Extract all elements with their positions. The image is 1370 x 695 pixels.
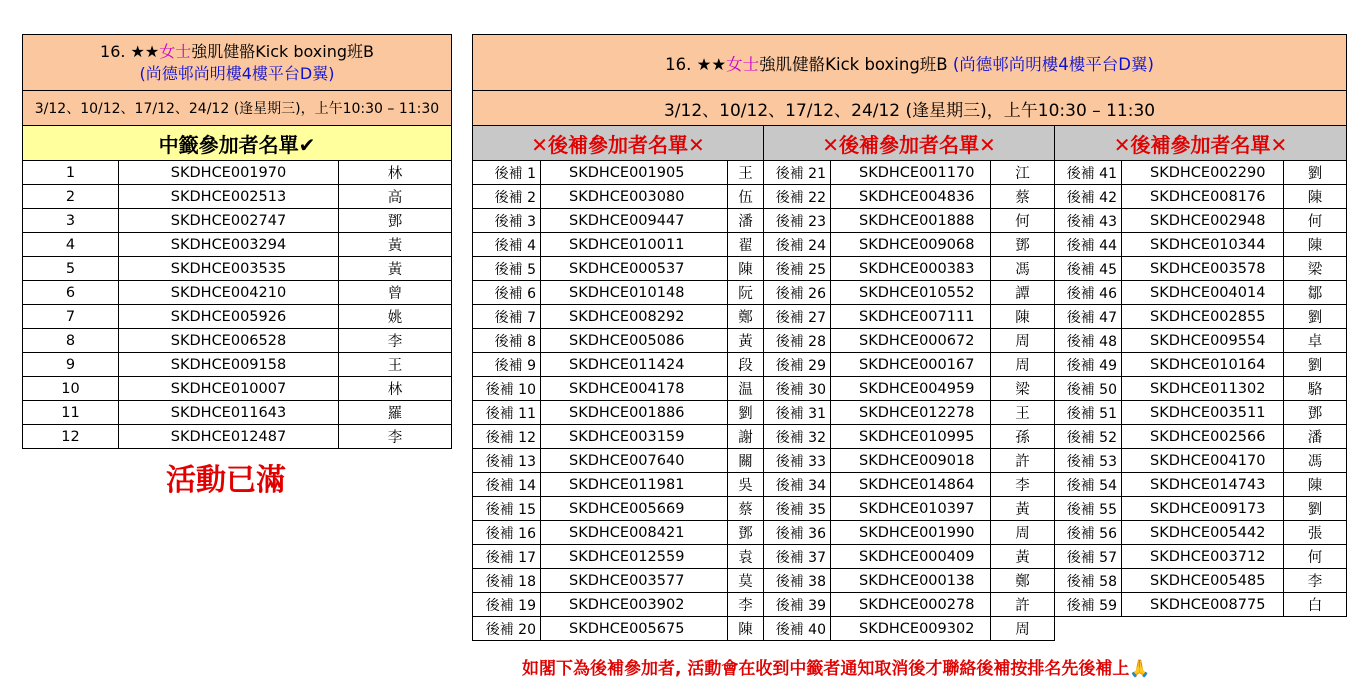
winner-surname: 曾 [339,281,452,305]
waitlist-rank: 後補 10 [473,377,541,401]
waitlist-surname: 劉 [1284,497,1347,521]
waitlist-surname: 鄧 [1284,401,1347,425]
table-row [473,569,1347,593]
waitlist-code: SKDHCE007640 [541,449,728,473]
waitlist-code: SKDHCE008292 [541,305,728,329]
winner-number: 9 [23,353,119,377]
waitlist-code: SKDHCE005485 [1122,569,1284,593]
waitlist-surname: 莫 [728,569,764,593]
winner-number: 5 [23,257,119,281]
waitlist-code: SKDHCE010397 [831,497,991,521]
waitlist-code: SKDHCE004014 [1122,281,1284,305]
waitlist-surname: 黃 [991,545,1055,569]
table-row [23,281,452,305]
waitlist-rank: 後補 3 [473,209,541,233]
waitlist-code: SKDHCE010552 [831,281,991,305]
winner-code: SKDHCE012487 [119,425,339,449]
winner-code: SKDHCE009158 [119,353,339,377]
table-row [473,257,1347,281]
waitlist-code: SKDHCE001888 [831,209,991,233]
waitlist-code: SKDHCE002948 [1122,209,1284,233]
waitlist-code: SKDHCE010148 [541,281,728,305]
waitlist-surname: 翟 [728,233,764,257]
table-row [473,329,1347,353]
waitlist-rank: 後補 32 [764,425,831,449]
winner-number: 2 [23,185,119,209]
waitlist-code: SKDHCE000409 [831,545,991,569]
waitlist-rank: 後補 7 [473,305,541,329]
waitlist-code: SKDHCE009302 [831,617,991,641]
class-title-women: 女士 [159,41,192,61]
waitlist-rank: 後補 24 [764,233,831,257]
waitlist-code: SKDHCE000138 [831,569,991,593]
winner-surname: 林 [339,377,452,401]
winner-number: 12 [23,425,119,449]
waitlist-surname: 蔡 [728,497,764,521]
waitlist-rank: 後補 41 [1055,161,1122,185]
winner-number: 10 [23,377,119,401]
table-row [23,257,452,281]
waitlist-surname: 潘 [1284,425,1347,449]
class-title-women: 女士 [726,54,760,74]
table-row [473,545,1347,569]
waitlist-surname: 卓 [1284,329,1347,353]
waitlist-rank: 後補 19 [473,593,541,617]
waitlist-code: SKDHCE014864 [831,473,991,497]
waitlist-surname: 陳 [728,617,764,641]
class-title-prefix: 16. ★★ [665,54,727,74]
dates-text: 3/12、10/12、17/12、24/12 (逢星期三)，上午10:30 – 11:30 [23,91,452,126]
waitlist-surname: 駱 [1284,377,1347,401]
waitlist-surname: 鄭 [728,305,764,329]
waitlist-surname: 何 [991,209,1055,233]
waitlist-rank: 後補 46 [1055,281,1122,305]
venue-text: (尚德邨尚明樓4樓平台D翼) [139,63,335,83]
waitlist-surname: 何 [1284,545,1347,569]
waitlist-surname: 王 [991,401,1055,425]
waitlist-rank: 後補 48 [1055,329,1122,353]
waitlist-code: SKDHCE005675 [541,617,728,641]
table-row [473,209,1347,233]
waitlist-rank: 後補 9 [473,353,541,377]
table-row [23,401,452,425]
table-row [473,281,1347,305]
event-full-notice: 活動已滿 [166,463,286,498]
waitlist-code: SKDHCE001170 [831,161,991,185]
waitlist-surname: 劉 [1284,161,1347,185]
waitlist-surname: 江 [991,161,1055,185]
waitlist-surname: 吳 [728,473,764,497]
waitlist-rank: 後補 38 [764,569,831,593]
waitlist-rank: 後補 25 [764,257,831,281]
winner-code: SKDHCE001970 [119,161,339,185]
waitlist-rank: 後補 26 [764,281,831,305]
waitlist-surname: 陳 [728,257,764,281]
waitlist-code: SKDHCE003578 [1122,257,1284,281]
waitlist-surname: 關 [728,449,764,473]
table-row [473,185,1347,209]
class-title-rest: 強肌健骼Kick boxing班B [191,41,374,61]
waitlist-surname: 謝 [728,425,764,449]
waitlist-surname: 何 [1284,209,1347,233]
table-row [473,401,1347,425]
dates-text-right: 3/12、10/12、17/12、24/12 (逢星期三)，上午10:30 – 11:30 [473,91,1347,126]
waitlist-code: SKDHCE001990 [831,521,991,545]
waitlist-rank: 後補 17 [473,545,541,569]
waitlist-rank: 後補 44 [1055,233,1122,257]
winner-number: 11 [23,401,119,425]
waitlist-code: SKDHCE005086 [541,329,728,353]
waitlist-surname: 譚 [991,281,1055,305]
table-row [23,377,452,401]
waitlist-code: SKDHCE005669 [541,497,728,521]
winner-surname: 黃 [339,233,452,257]
waitlist-rank: 後補 2 [473,185,541,209]
table-row [473,377,1347,401]
class-title-prefix: 16. ★★ [100,41,160,61]
waitlist-code: SKDHCE001886 [541,401,728,425]
winner-code: SKDHCE010007 [119,377,339,401]
waitlist-footer-note: 如閣下為後補參加者, 活動會在收到中籤者通知取消後才聯絡後補按排名先後補上🙏 [522,659,1151,679]
winner-surname: 高 [339,185,452,209]
winner-code: SKDHCE002747 [119,209,339,233]
waitlist-code: SKDHCE005442 [1122,521,1284,545]
waitlist-code: SKDHCE014743 [1122,473,1284,497]
waitlist-code: SKDHCE004178 [541,377,728,401]
winner-number: 7 [23,305,119,329]
waitlist-surname: 李 [728,593,764,617]
waitlist-rank: 後補 8 [473,329,541,353]
waitlist-surname: 劉 [728,401,764,425]
waitlist-rank: 後補 30 [764,377,831,401]
waitlist-surname: 王 [728,161,764,185]
table-row [473,449,1347,473]
waitlist-rank: 後補 15 [473,497,541,521]
table-row [473,473,1347,497]
winner-code: SKDHCE011643 [119,401,339,425]
table-row [473,425,1347,449]
waitlist-code: SKDHCE000672 [831,329,991,353]
waitlist-code: SKDHCE009447 [541,209,728,233]
waitlist-code: SKDHCE008421 [541,521,728,545]
waitlist-surname: 馮 [1284,449,1347,473]
waitlist-code: SKDHCE002290 [1122,161,1284,185]
waitlist-code: SKDHCE003712 [1122,545,1284,569]
table-row [473,617,1347,641]
waitlist-rank: 後補 45 [1055,257,1122,281]
waitlist-surname: 鄧 [728,521,764,545]
waitlist-surname: 孫 [991,425,1055,449]
waitlist-rank: 後補 51 [1055,401,1122,425]
waitlist-code: SKDHCE003159 [541,425,728,449]
waitlist-rank: 後補 21 [764,161,831,185]
waitlist-surname: 李 [991,473,1055,497]
waitlist-code: SKDHCE012559 [541,545,728,569]
waitlist-code: SKDHCE011302 [1122,377,1284,401]
waitlist-code: SKDHCE004959 [831,377,991,401]
waitlist-code: SKDHCE000167 [831,353,991,377]
waitlist-surname: 黃 [991,497,1055,521]
waitlist-surname: 伍 [728,185,764,209]
waitlist-rank: 後補 50 [1055,377,1122,401]
waitlist-surname: 鄒 [1284,281,1347,305]
waitlist-code: SKDHCE009068 [831,233,991,257]
waitlist-rank: 後補 18 [473,569,541,593]
waitlist-rank: 後補 59 [1055,593,1122,617]
winner-number: 1 [23,161,119,185]
waitlist-rank: 後補 12 [473,425,541,449]
winner-number: 4 [23,233,119,257]
waitlist-code: SKDHCE010164 [1122,353,1284,377]
waitlist-rank: 後補 13 [473,449,541,473]
table-row [473,233,1347,257]
waitlist-rank: 後補 22 [764,185,831,209]
waitlist-code: SKDHCE003080 [541,185,728,209]
waitlist-rank: 後補 11 [473,401,541,425]
waitlist-rank: 後補 31 [764,401,831,425]
table-row [23,209,452,233]
table-row [473,161,1347,185]
waitlist-rank: 後補 39 [764,593,831,617]
waitlist-code: SKDHCE001905 [541,161,728,185]
waitlist-code: SKDHCE000383 [831,257,991,281]
waitlist-code: SKDHCE010344 [1122,233,1284,257]
waitlist-code: SKDHCE008775 [1122,593,1284,617]
waitlist-code: SKDHCE011424 [541,353,728,377]
waitlist-surname: 李 [1284,569,1347,593]
winner-code: SKDHCE003535 [119,257,339,281]
waitlist-rank: 後補 57 [1055,545,1122,569]
waitlist-rank: 後補 52 [1055,425,1122,449]
waitlist-surname: 梁 [1284,257,1347,281]
winner-code: SKDHCE002513 [119,185,339,209]
waitlist-code: SKDHCE009173 [1122,497,1284,521]
table-row [473,593,1347,617]
waitlist-rank: 後補 58 [1055,569,1122,593]
table-row [23,329,452,353]
waitlist-surname: 鄭 [991,569,1055,593]
waitlist-rank: 後補 5 [473,257,541,281]
winner-surname: 姚 [339,305,452,329]
waitlist-surname: 許 [991,593,1055,617]
waitlist-surname: 周 [991,353,1055,377]
winner-number: 3 [23,209,119,233]
waitlist-surname: 陳 [991,305,1055,329]
table-row [473,497,1347,521]
waitlist-rank: 後補 29 [764,353,831,377]
waitlist-rank: 後補 1 [473,161,541,185]
winner-surname: 李 [339,329,452,353]
waitlist-code: SKDHCE007111 [831,305,991,329]
table-row [23,161,452,185]
waitlist-rank: 後補 20 [473,617,541,641]
waitlist-code: SKDHCE010011 [541,233,728,257]
waitlist-surname: 周 [991,617,1055,641]
waitlist-surname: 阮 [728,281,764,305]
table-row [473,353,1347,377]
waitlist-surname: 蔡 [991,185,1055,209]
waitlist-rank: 後補 49 [1055,353,1122,377]
waitlist-surname: 陳 [1284,185,1347,209]
waitlist-table [472,34,1347,641]
waitlist-header: ✕後補參加者名單✕ [1055,126,1347,161]
waitlist-header: ✕後補參加者名單✕ [473,126,764,161]
waitlist-rank: 後補 43 [1055,209,1122,233]
waitlist-surname: 周 [991,329,1055,353]
table-row [473,305,1347,329]
waitlist-surname: 白 [1284,593,1347,617]
class-title-cell [23,35,452,91]
venue-text: (尚德邨尚明樓4樓平台D翼) [952,54,1154,74]
waitlist-surname: 周 [991,521,1055,545]
winners-list-header: 中籤參加者名單✔ [23,126,452,161]
waitlist-surname: 黃 [728,329,764,353]
waitlist-code: SKDHCE004836 [831,185,991,209]
waitlist-code: SKDHCE010995 [831,425,991,449]
table-row [23,185,452,209]
waitlist-rank: 後補 16 [473,521,541,545]
waitlist-rank: 後補 42 [1055,185,1122,209]
waitlist-surname: 潘 [728,209,764,233]
winner-number: 6 [23,281,119,305]
table-row [23,233,452,257]
waitlist-surname: 段 [728,353,764,377]
winner-surname: 羅 [339,401,452,425]
winners-table [22,34,452,449]
waitlist-code: SKDHCE008176 [1122,185,1284,209]
waitlist-code: SKDHCE002855 [1122,305,1284,329]
class-title-cell-right [473,35,1347,91]
waitlist-code: SKDHCE002566 [1122,425,1284,449]
waitlist-rank: 後補 14 [473,473,541,497]
table-row [23,425,452,449]
waitlist-rank: 後補 23 [764,209,831,233]
waitlist-rank: 後補 35 [764,497,831,521]
waitlist-rank: 後補 37 [764,545,831,569]
waitlist-surname: 袁 [728,545,764,569]
waitlist-rank: 後補 54 [1055,473,1122,497]
winner-surname: 鄧 [339,209,452,233]
waitlist-rank: 後補 28 [764,329,831,353]
waitlist-surname: 鄧 [991,233,1055,257]
winner-surname: 林 [339,161,452,185]
waitlist-rank: 後補 4 [473,233,541,257]
table-row [23,305,452,329]
waitlist-rank: 後補 47 [1055,305,1122,329]
winner-code: SKDHCE005926 [119,305,339,329]
waitlist-rank: 後補 6 [473,281,541,305]
waitlist-code: SKDHCE000278 [831,593,991,617]
waitlist-code: SKDHCE012278 [831,401,991,425]
waitlist-surname: 許 [991,449,1055,473]
waitlist-surname: 陳 [1284,233,1347,257]
waitlist-surname: 陳 [1284,473,1347,497]
waitlist-code: SKDHCE000537 [541,257,728,281]
empty-cell [1055,617,1347,641]
waitlist-rank: 後補 36 [764,521,831,545]
winner-surname: 王 [339,353,452,377]
winner-code: SKDHCE004210 [119,281,339,305]
waitlist-rank: 後補 56 [1055,521,1122,545]
waitlist-surname: 劉 [1284,353,1347,377]
table-row [23,353,452,377]
waitlist-rank: 後補 55 [1055,497,1122,521]
waitlist-rank: 後補 33 [764,449,831,473]
waitlist-rank: 後補 40 [764,617,831,641]
winner-surname: 李 [339,425,452,449]
table-row [473,521,1347,545]
waitlist-code: SKDHCE009018 [831,449,991,473]
class-title-rest: 強肌健骼Kick boxing班B [759,54,953,74]
winner-code: SKDHCE006528 [119,329,339,353]
winner-code: SKDHCE003294 [119,233,339,257]
waitlist-code: SKDHCE003511 [1122,401,1284,425]
winner-surname: 黃 [339,257,452,281]
waitlist-header: ✕後補參加者名單✕ [764,126,1055,161]
waitlist-surname: 劉 [1284,305,1347,329]
waitlist-code: SKDHCE003902 [541,593,728,617]
waitlist-surname: 梁 [991,377,1055,401]
waitlist-code: SKDHCE004170 [1122,449,1284,473]
waitlist-rank: 後補 53 [1055,449,1122,473]
waitlist-surname: 馮 [991,257,1055,281]
waitlist-surname: 温 [728,377,764,401]
waitlist-rank: 後補 27 [764,305,831,329]
waitlist-code: SKDHCE003577 [541,569,728,593]
waitlist-surname: 張 [1284,521,1347,545]
waitlist-rank: 後補 34 [764,473,831,497]
waitlist-code: SKDHCE009554 [1122,329,1284,353]
waitlist-code: SKDHCE011981 [541,473,728,497]
winner-number: 8 [23,329,119,353]
